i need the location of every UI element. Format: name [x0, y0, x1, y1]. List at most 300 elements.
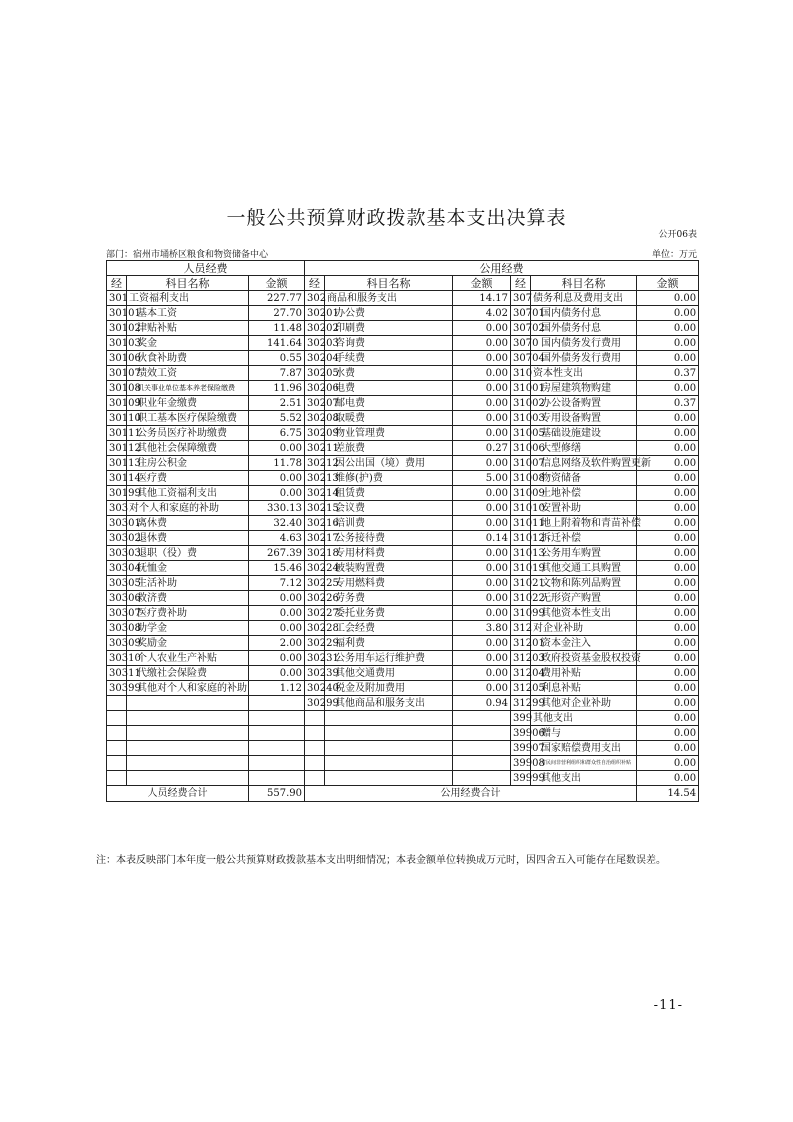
- subject-name: 奖励金: [127, 636, 249, 651]
- subject-amount: 0.00: [637, 591, 699, 606]
- subject-name: 其他资本性支出: [531, 606, 637, 621]
- subject-name: [127, 726, 249, 741]
- table-row: [107, 426, 699, 441]
- subject-code: 30209: [305, 426, 325, 441]
- subject-name: 奖金: [127, 336, 249, 351]
- subject-amount: 0.00: [637, 306, 699, 321]
- table-row: [107, 696, 699, 711]
- subject-amount: 0.00: [637, 681, 699, 696]
- subject-code: 30114: [107, 471, 127, 486]
- subject-name: 地上附着物和青苗补偿: [531, 516, 637, 531]
- subject-code: 31003: [511, 411, 531, 426]
- subject-name: 因公出国（境）费用: [325, 456, 453, 471]
- subject-code: 30216: [305, 516, 325, 531]
- subject-amount: 0.00: [453, 636, 511, 651]
- subject-code: 30302: [107, 531, 127, 546]
- table-row: [107, 606, 699, 621]
- subject-amount: 0.00: [637, 531, 699, 546]
- subject-name: 电费: [325, 381, 453, 396]
- subject-name: 救济费: [127, 591, 249, 606]
- subject-amount: 0.00: [453, 546, 511, 561]
- subject-name: 医疗费补助: [127, 606, 249, 621]
- subject-code: 30215: [305, 501, 325, 516]
- subject-amount: [249, 771, 305, 786]
- subject-code: 31012: [511, 531, 531, 546]
- subject-name: 其他对企业补助: [531, 696, 637, 711]
- subject-name: 印刷费: [325, 321, 453, 336]
- subject-name: 物业管理费: [325, 426, 453, 441]
- subject-amount: 0.00: [637, 606, 699, 621]
- subject-code: 31204: [511, 666, 531, 681]
- subject-name: 离休费: [127, 516, 249, 531]
- subject-amount: 0.00: [637, 381, 699, 396]
- subject-name: 公务员医疗补助缴费: [127, 426, 249, 441]
- subject-name: 费用补贴: [531, 666, 637, 681]
- subject-code: 30212: [305, 456, 325, 471]
- subject-code: 30239: [305, 666, 325, 681]
- subject-code: 310: [511, 366, 531, 381]
- subject-name: 文物和陈列品购置: [531, 576, 637, 591]
- public-total-label: 公用经费合计: [305, 786, 637, 802]
- subject-amount: 0.00: [637, 711, 699, 726]
- subject-amount: 0.00: [249, 591, 305, 606]
- subject-code: 30108: [107, 381, 127, 396]
- table-row: [107, 471, 699, 486]
- subject-code: 30304: [107, 561, 127, 576]
- subject-code: [305, 741, 325, 756]
- subject-name: 代缴社会保险费: [127, 666, 249, 681]
- subject-name: 房屋建筑物购建: [531, 381, 637, 396]
- table-row: [107, 441, 699, 456]
- subject-name: 国家赔偿费用支出: [531, 741, 637, 756]
- subject-amount: 0.00: [637, 666, 699, 681]
- subject-code: 30226: [305, 591, 325, 606]
- subject-code: 30224: [305, 561, 325, 576]
- subject-amount: 0.00: [637, 501, 699, 516]
- public-total-amount: 14.54: [637, 786, 699, 802]
- subject-code: 31022: [511, 591, 531, 606]
- subject-name: 物资储备: [531, 471, 637, 486]
- subject-code: 30218: [305, 546, 325, 561]
- subject-name: 个人农业生产补贴: [127, 651, 249, 666]
- subject-code: [107, 741, 127, 756]
- subject-amount: 0.00: [637, 411, 699, 426]
- subject-name: 对民间非营利组织和群众性自治组织补贴: [531, 756, 637, 771]
- subject-code: 31006: [511, 441, 531, 456]
- personnel-total-amount: 557.90: [249, 786, 305, 802]
- subject-name: 工会经费: [325, 621, 453, 636]
- table-row: [107, 396, 699, 411]
- subject-name: [127, 771, 249, 786]
- subject-name: [325, 726, 453, 741]
- form-number: 公开06表: [658, 230, 697, 240]
- table-row: [107, 321, 699, 336]
- subject-amount: 0.00: [453, 351, 511, 366]
- subject-amount: 5.00: [453, 471, 511, 486]
- subject-name: 被装购置费: [325, 561, 453, 576]
- col-header-name: 科目名称: [127, 276, 249, 291]
- subject-amount: 27.70: [249, 306, 305, 321]
- subject-name: 无形资产购置: [531, 591, 637, 606]
- subject-name: 其他交通工具购置: [531, 561, 637, 576]
- table-row: [107, 561, 699, 576]
- table-row: [107, 516, 699, 531]
- subject-code: 30229: [305, 636, 325, 651]
- table-row: [107, 576, 699, 591]
- subject-amount: 0.00: [249, 471, 305, 486]
- subject-code: 30113: [107, 456, 127, 471]
- subject-amount: 0.00: [453, 456, 511, 471]
- table-row: [107, 486, 699, 501]
- subject-code: 31021: [511, 576, 531, 591]
- subject-name: 住房公积金: [127, 456, 249, 471]
- subject-amount: 0.00: [637, 696, 699, 711]
- subject-code: 30199: [107, 486, 127, 501]
- subject-amount: [249, 711, 305, 726]
- subject-amount: 0.14: [453, 531, 511, 546]
- subject-name: 津贴补贴: [127, 321, 249, 336]
- subject-name: 基本工资: [127, 306, 249, 321]
- public-group-header: 公用经费: [305, 261, 699, 276]
- subject-name: 抚恤金: [127, 561, 249, 576]
- subject-amount: 0.00: [637, 741, 699, 756]
- subject-amount: 0.00: [637, 291, 699, 306]
- subject-name: 其他工资福利支出: [127, 486, 249, 501]
- subject-code: 30207: [305, 396, 325, 411]
- subject-name: [325, 741, 453, 756]
- subject-amount: 32.40: [249, 516, 305, 531]
- subject-amount: 0.00: [453, 426, 511, 441]
- subject-name: 劳务费: [325, 591, 453, 606]
- table-row: [107, 726, 699, 741]
- subject-name: [325, 711, 453, 726]
- table-row: [107, 531, 699, 546]
- subject-amount: [249, 756, 305, 771]
- subject-code: 30202: [305, 321, 325, 336]
- subject-code: [305, 726, 325, 741]
- table-row: [107, 336, 699, 351]
- subject-code: [107, 696, 127, 711]
- subject-name: 邮电费: [325, 396, 453, 411]
- subject-code: 30109: [107, 396, 127, 411]
- subject-code: 30213: [305, 471, 325, 486]
- subject-name: 专用设备购置: [531, 411, 637, 426]
- subject-name: 其他支出: [531, 711, 637, 726]
- subject-name: 职工基本医疗保险缴费: [127, 411, 249, 426]
- subject-name: 税金及附加费用: [325, 681, 453, 696]
- subject-code: 30311: [107, 666, 127, 681]
- subject-name: 债务利息及费用支出: [531, 291, 637, 306]
- subject-name: 工资福利支出: [127, 291, 249, 306]
- expenditure-table: [106, 260, 699, 802]
- subject-amount: 6.75: [249, 426, 305, 441]
- subject-name: 取暖费: [325, 411, 453, 426]
- subject-amount: 0.00: [453, 486, 511, 501]
- subject-name: 生活补助: [127, 576, 249, 591]
- subject-amount: 0.00: [637, 651, 699, 666]
- subject-code: 39999: [511, 771, 531, 786]
- subject-amount: 0.00: [637, 426, 699, 441]
- subject-amount: 0.00: [637, 471, 699, 486]
- subject-amount: 0.00: [637, 561, 699, 576]
- subject-amount: 2.00: [249, 636, 305, 651]
- subject-amount: 4.63: [249, 531, 305, 546]
- subject-code: 30301: [107, 516, 127, 531]
- footnote: 注：本表反映部门本年度一般公共预算财政拨款基本支出明细情况；本表金额单位转换成万元时，因四舍五入可能存在尾数误差。: [96, 855, 666, 866]
- table-row: [107, 651, 699, 666]
- subject-code: 30214: [305, 486, 325, 501]
- subject-name: 公务用车运行维护费: [325, 651, 453, 666]
- subject-code: 31013: [511, 546, 531, 561]
- subject-amount: [453, 756, 511, 771]
- col-header-code: 经: [107, 276, 127, 291]
- subject-amount: 0.00: [453, 516, 511, 531]
- subject-name: 安置补助: [531, 501, 637, 516]
- subject-amount: [249, 726, 305, 741]
- subject-name: 商品和服务支出: [325, 291, 453, 306]
- subject-name: 维修(护)费: [325, 471, 453, 486]
- subject-code: 31201: [511, 636, 531, 651]
- subject-name: 办公设备购置: [531, 396, 637, 411]
- subject-code: [107, 771, 127, 786]
- subject-code: 30204: [305, 351, 325, 366]
- subject-name: 绩效工资: [127, 366, 249, 381]
- table-row: [107, 306, 699, 321]
- subject-name: [127, 756, 249, 771]
- subject-amount: 0.00: [637, 321, 699, 336]
- subject-name: 公务用车购置: [531, 546, 637, 561]
- subject-amount: 0.00: [637, 576, 699, 591]
- subject-name: 拆迁补偿: [531, 531, 637, 546]
- subject-code: [305, 771, 325, 786]
- subject-amount: 4.02: [453, 306, 511, 321]
- subject-name: 咨询费: [325, 336, 453, 351]
- col-header-name: 科目名称: [531, 276, 637, 291]
- subject-code: 31002: [511, 396, 531, 411]
- subject-amount: 0.00: [637, 516, 699, 531]
- subject-name: 其他交通费用: [325, 666, 453, 681]
- page-number: -11-: [653, 998, 683, 1013]
- table-row: [107, 771, 699, 786]
- table-row: [107, 591, 699, 606]
- subject-code: 30299: [305, 696, 325, 711]
- subject-amount: 330.13: [249, 501, 305, 516]
- subject-code: 31005: [511, 426, 531, 441]
- subject-amount: 0.00: [249, 666, 305, 681]
- subject-amount: 3.80: [453, 621, 511, 636]
- subject-amount: 0.00: [453, 591, 511, 606]
- subject-name: 国内债务付息: [531, 306, 637, 321]
- subject-code: 30701: [511, 306, 531, 321]
- subject-code: 30103: [107, 336, 127, 351]
- subject-amount: 0.00: [453, 651, 511, 666]
- subject-name: 资本金注入: [531, 636, 637, 651]
- unit-label: 单位：万元: [651, 250, 697, 260]
- subject-name: 政府投资基金股权投资: [531, 651, 637, 666]
- subject-code: 31203: [511, 651, 531, 666]
- subject-name: 对企业补助: [531, 621, 637, 636]
- subject-amount: 0.00: [637, 441, 699, 456]
- subject-code: 30227: [305, 606, 325, 621]
- subject-amount: 0.00: [453, 366, 511, 381]
- page-title: 一般公共预算财政拨款基本支出决算表: [226, 207, 567, 229]
- subject-amount: 141.64: [249, 336, 305, 351]
- subject-name: 退休费: [127, 531, 249, 546]
- table-row: [107, 621, 699, 636]
- subject-code: 30112: [107, 441, 127, 456]
- subject-amount: 0.00: [637, 636, 699, 651]
- table-body: [107, 291, 699, 786]
- subject-name: 资本性支出: [531, 366, 637, 381]
- subject-code: 30399: [107, 681, 127, 696]
- col-header-code: 经: [305, 276, 325, 291]
- subject-code: 30205: [305, 366, 325, 381]
- subject-code: 399: [511, 711, 531, 726]
- subject-name: [325, 756, 453, 771]
- subject-code: 30310: [107, 651, 127, 666]
- subject-code: 39906: [511, 726, 531, 741]
- subject-code: 31099: [511, 606, 531, 621]
- subject-code: 30211: [305, 441, 325, 456]
- subject-name: 对个人和家庭的补助: [127, 501, 249, 516]
- subject-amount: 0.37: [637, 396, 699, 411]
- subject-code: 31008: [511, 471, 531, 486]
- col-header-amount: 金额: [637, 276, 699, 291]
- subject-name: 利息补贴: [531, 681, 637, 696]
- col-header-amount: 金额: [249, 276, 305, 291]
- subject-amount: 0.00: [453, 681, 511, 696]
- subject-code: 30217: [305, 531, 325, 546]
- subject-code: 30203: [305, 336, 325, 351]
- subject-amount: [453, 711, 511, 726]
- subject-amount: 11.48: [249, 321, 305, 336]
- subject-amount: 227.77: [249, 291, 305, 306]
- subject-code: 30101: [107, 306, 127, 321]
- table-row: [107, 351, 699, 366]
- subject-amount: [453, 771, 511, 786]
- subject-amount: 0.00: [453, 666, 511, 681]
- col-header-amount: 金额: [453, 276, 511, 291]
- subject-amount: 0.00: [637, 351, 699, 366]
- table-row: [107, 711, 699, 726]
- subject-amount: [453, 741, 511, 756]
- subject-name: 水费: [325, 366, 453, 381]
- subject-amount: 5.52: [249, 411, 305, 426]
- table-row: [107, 411, 699, 426]
- subject-amount: 15.46: [249, 561, 305, 576]
- subject-name: 国外债务付息: [531, 321, 637, 336]
- subject-amount: 0.00: [249, 621, 305, 636]
- subject-name: 专用燃料费: [325, 576, 453, 591]
- subject-code: 30228: [305, 621, 325, 636]
- table-row: [107, 456, 699, 471]
- subject-amount: 0.00: [637, 756, 699, 771]
- subject-name: 助学金: [127, 621, 249, 636]
- subject-amount: 14.17: [453, 291, 511, 306]
- subject-code: 302: [305, 291, 325, 306]
- subject-name: 信息网络及软件购置更新: [531, 456, 637, 471]
- subject-amount: 0.00: [453, 336, 511, 351]
- subject-amount: 0.00: [453, 606, 511, 621]
- subject-code: 30702: [511, 321, 531, 336]
- subject-amount: 0.00: [637, 336, 699, 351]
- subject-name: 福利费: [325, 636, 453, 651]
- subject-code: 30231: [305, 651, 325, 666]
- subject-name: [127, 741, 249, 756]
- subject-code: 31001: [511, 381, 531, 396]
- subject-amount: 0.00: [453, 576, 511, 591]
- subject-name: 租赁费: [325, 486, 453, 501]
- table-row: [107, 741, 699, 756]
- subject-code: 30704: [511, 351, 531, 366]
- subject-amount: 0.00: [249, 441, 305, 456]
- subject-amount: 0.00: [453, 561, 511, 576]
- subject-code: 30225: [305, 576, 325, 591]
- subject-name: 赠与: [531, 726, 637, 741]
- subject-code: 30201: [305, 306, 325, 321]
- subject-code: 307: [511, 291, 531, 306]
- subject-code: 31007: [511, 456, 531, 471]
- subject-code: 30240: [305, 681, 325, 696]
- subject-amount: 0.00: [637, 546, 699, 561]
- subject-amount: 0.00: [249, 606, 305, 621]
- subject-amount: 7.12: [249, 576, 305, 591]
- subject-code: 39908: [511, 756, 531, 771]
- subject-amount: 11.96: [249, 381, 305, 396]
- subject-code: 31019: [511, 561, 531, 576]
- subject-amount: 0.94: [453, 696, 511, 711]
- subject-amount: 0.00: [453, 381, 511, 396]
- subject-name: 其他对个人和家庭的补助: [127, 681, 249, 696]
- subject-code: 303: [107, 501, 127, 516]
- col-header-code: 经: [511, 276, 531, 291]
- subject-amount: 0.00: [453, 411, 511, 426]
- subject-amount: 11.78: [249, 456, 305, 471]
- subject-name: [325, 771, 453, 786]
- subject-name: 专用材料费: [325, 546, 453, 561]
- table-row: [107, 756, 699, 771]
- subject-name: 土地补偿: [531, 486, 637, 501]
- subject-code: [305, 711, 325, 726]
- subject-amount: 0.00: [453, 321, 511, 336]
- subject-amount: 0.00: [249, 651, 305, 666]
- subject-code: 301: [107, 291, 127, 306]
- subject-code: 30309: [107, 636, 127, 651]
- subject-name: 会议费: [325, 501, 453, 516]
- subject-name: 退职（役）费: [127, 546, 249, 561]
- subject-code: 312: [511, 621, 531, 636]
- subject-code: 31009: [511, 486, 531, 501]
- subject-name: 机关事业单位基本养老保险缴费: [127, 381, 249, 396]
- subject-amount: [249, 696, 305, 711]
- subject-name: 手续费: [325, 351, 453, 366]
- col-header-name: 科目名称: [325, 276, 453, 291]
- table-row: [107, 366, 699, 381]
- subject-amount: 0.00: [453, 501, 511, 516]
- subject-code: 30106: [107, 351, 127, 366]
- subject-name: 国内债务发行费用: [531, 336, 637, 351]
- table-row: [107, 666, 699, 681]
- subject-name: 委托业务费: [325, 606, 453, 621]
- subject-code: 30307: [107, 606, 127, 621]
- subject-code: 30308: [107, 621, 127, 636]
- subject-amount: 7.87: [249, 366, 305, 381]
- subject-amount: 0.00: [453, 396, 511, 411]
- subject-code: 31010: [511, 501, 531, 516]
- subject-amount: 0.27: [453, 441, 511, 456]
- subject-code: 3070: [511, 336, 531, 351]
- subject-name: 公务接待费: [325, 531, 453, 546]
